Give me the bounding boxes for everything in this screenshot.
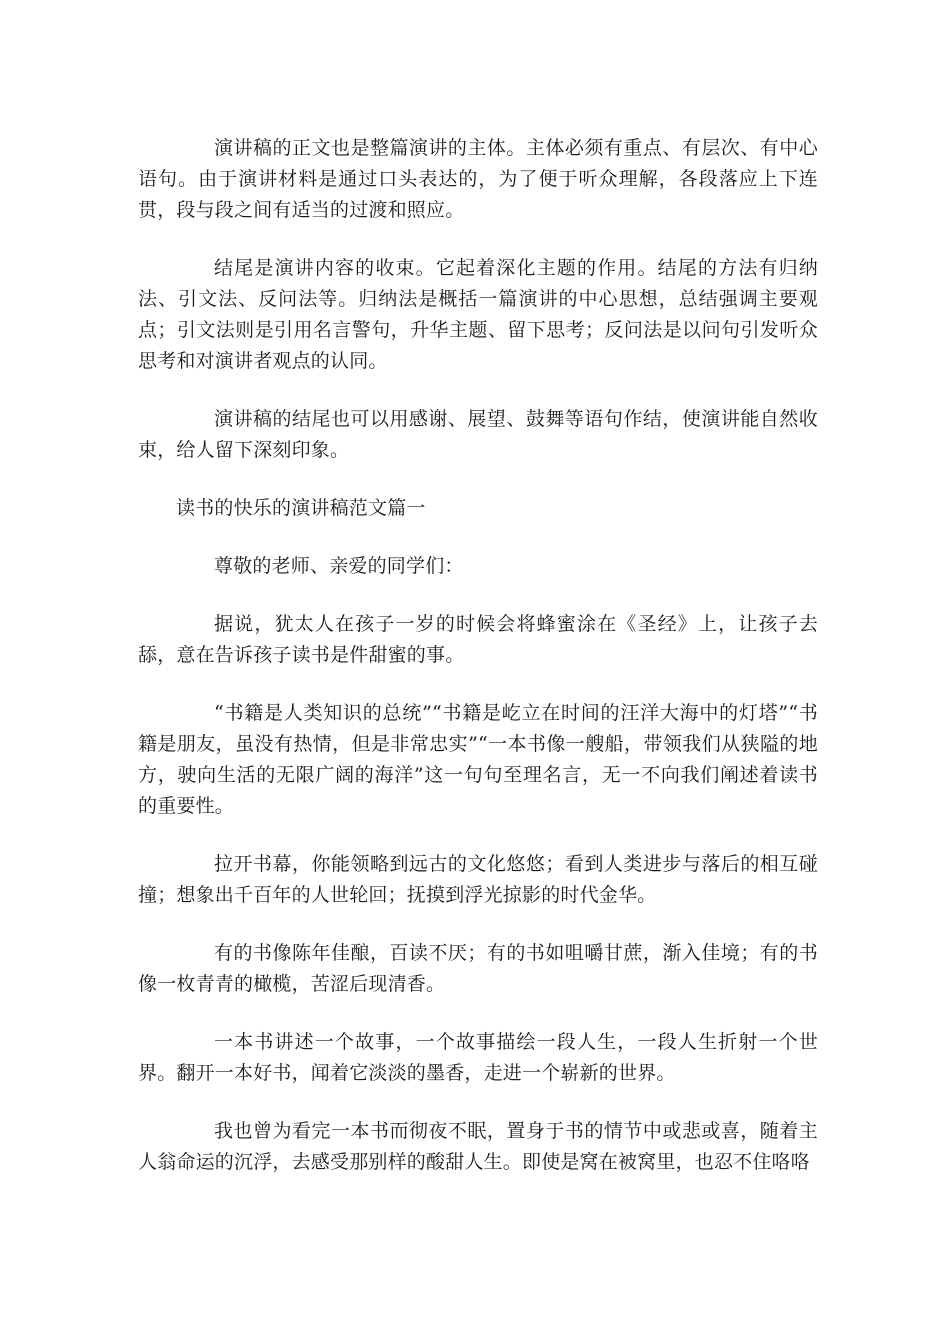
paragraph-quotes: “书籍是人类知识的总统”“书籍是屹立在时间的汪洋大海中的灯塔”“书籍是朋友，虽没有热情，但是非常忠实”“一本书像一艘船，带领我们从狭隘的地方，驶向生活的无限广阔的海洋”这一句句至理名言，无一不向我们阐述着读书的重要性。 [138, 702, 818, 817]
paragraph-ending-methods: 结尾是演讲内容的收束。它起着深化主题的作用。结尾的方法有归纳法、引文法、反问法等。归纳法是概括一篇演讲的中心思想，总结强调主要观点；引文法则是引用名言警句，升华主题、留下思考；反问法是以问句引发听众思考和对演讲者观点的认同。 [138, 257, 818, 372]
paragraph-jewish-story: 据说，犹太人在孩子一岁的时候会将蜂蜜涂在《圣经》上，让孩子去舔，意在告诉孩子读书是件甜蜜的事。 [138, 613, 818, 666]
paragraph-reading-night: 我也曾为看完一本书而彻夜不眠，置身于书的情节中或悲或喜，随着主人翁命运的沉浮，去感受那别样的酸甜人生。即使是窝在被窝里，也忍不住咯咯 [138, 1120, 818, 1173]
paragraph-book-types: 有的书像陈年佳酿，百读不厌；有的书如咀嚼甘蔗，渐入佳境；有的书像一枚青青的橄榄，苦涩后现清香。 [138, 942, 818, 995]
paragraph-ending-tips: 演讲稿的结尾也可以用感谢、展望、鼓舞等语句作结，使演讲能自然收束，给人留下深刻印象。 [138, 408, 818, 461]
paragraph-body-intro: 演讲稿的正文也是整篇演讲的主体。主体必须有重点、有层次、有中心语句。由于演讲材料是通过口头表达的，为了便于听众理解，各段落应上下连贯，段与段之间有适当的过渡和照应。 [138, 137, 818, 221]
document-body [138, 133, 818, 1205]
paragraph-greeting: 尊敬的老师、亲爱的同学们： [214, 555, 464, 577]
paragraph-book-curtain: 拉开书幕，你能领略到远古的文化悠悠；看到人类进步与落后的相互碰撞；想象出千百年的人世轮回；抚摸到浮光掠影的时代金华。 [138, 853, 818, 906]
section-title: 读书的快乐的演讲稿范文篇一 [176, 497, 426, 519]
paragraph-book-story: 一本书讲述一个故事，一个故事描绘一段人生，一段人生折射一个世界。翻开一本好书，闻着它淡淡的墨香，走进一个崭新的世界。 [138, 1031, 818, 1084]
